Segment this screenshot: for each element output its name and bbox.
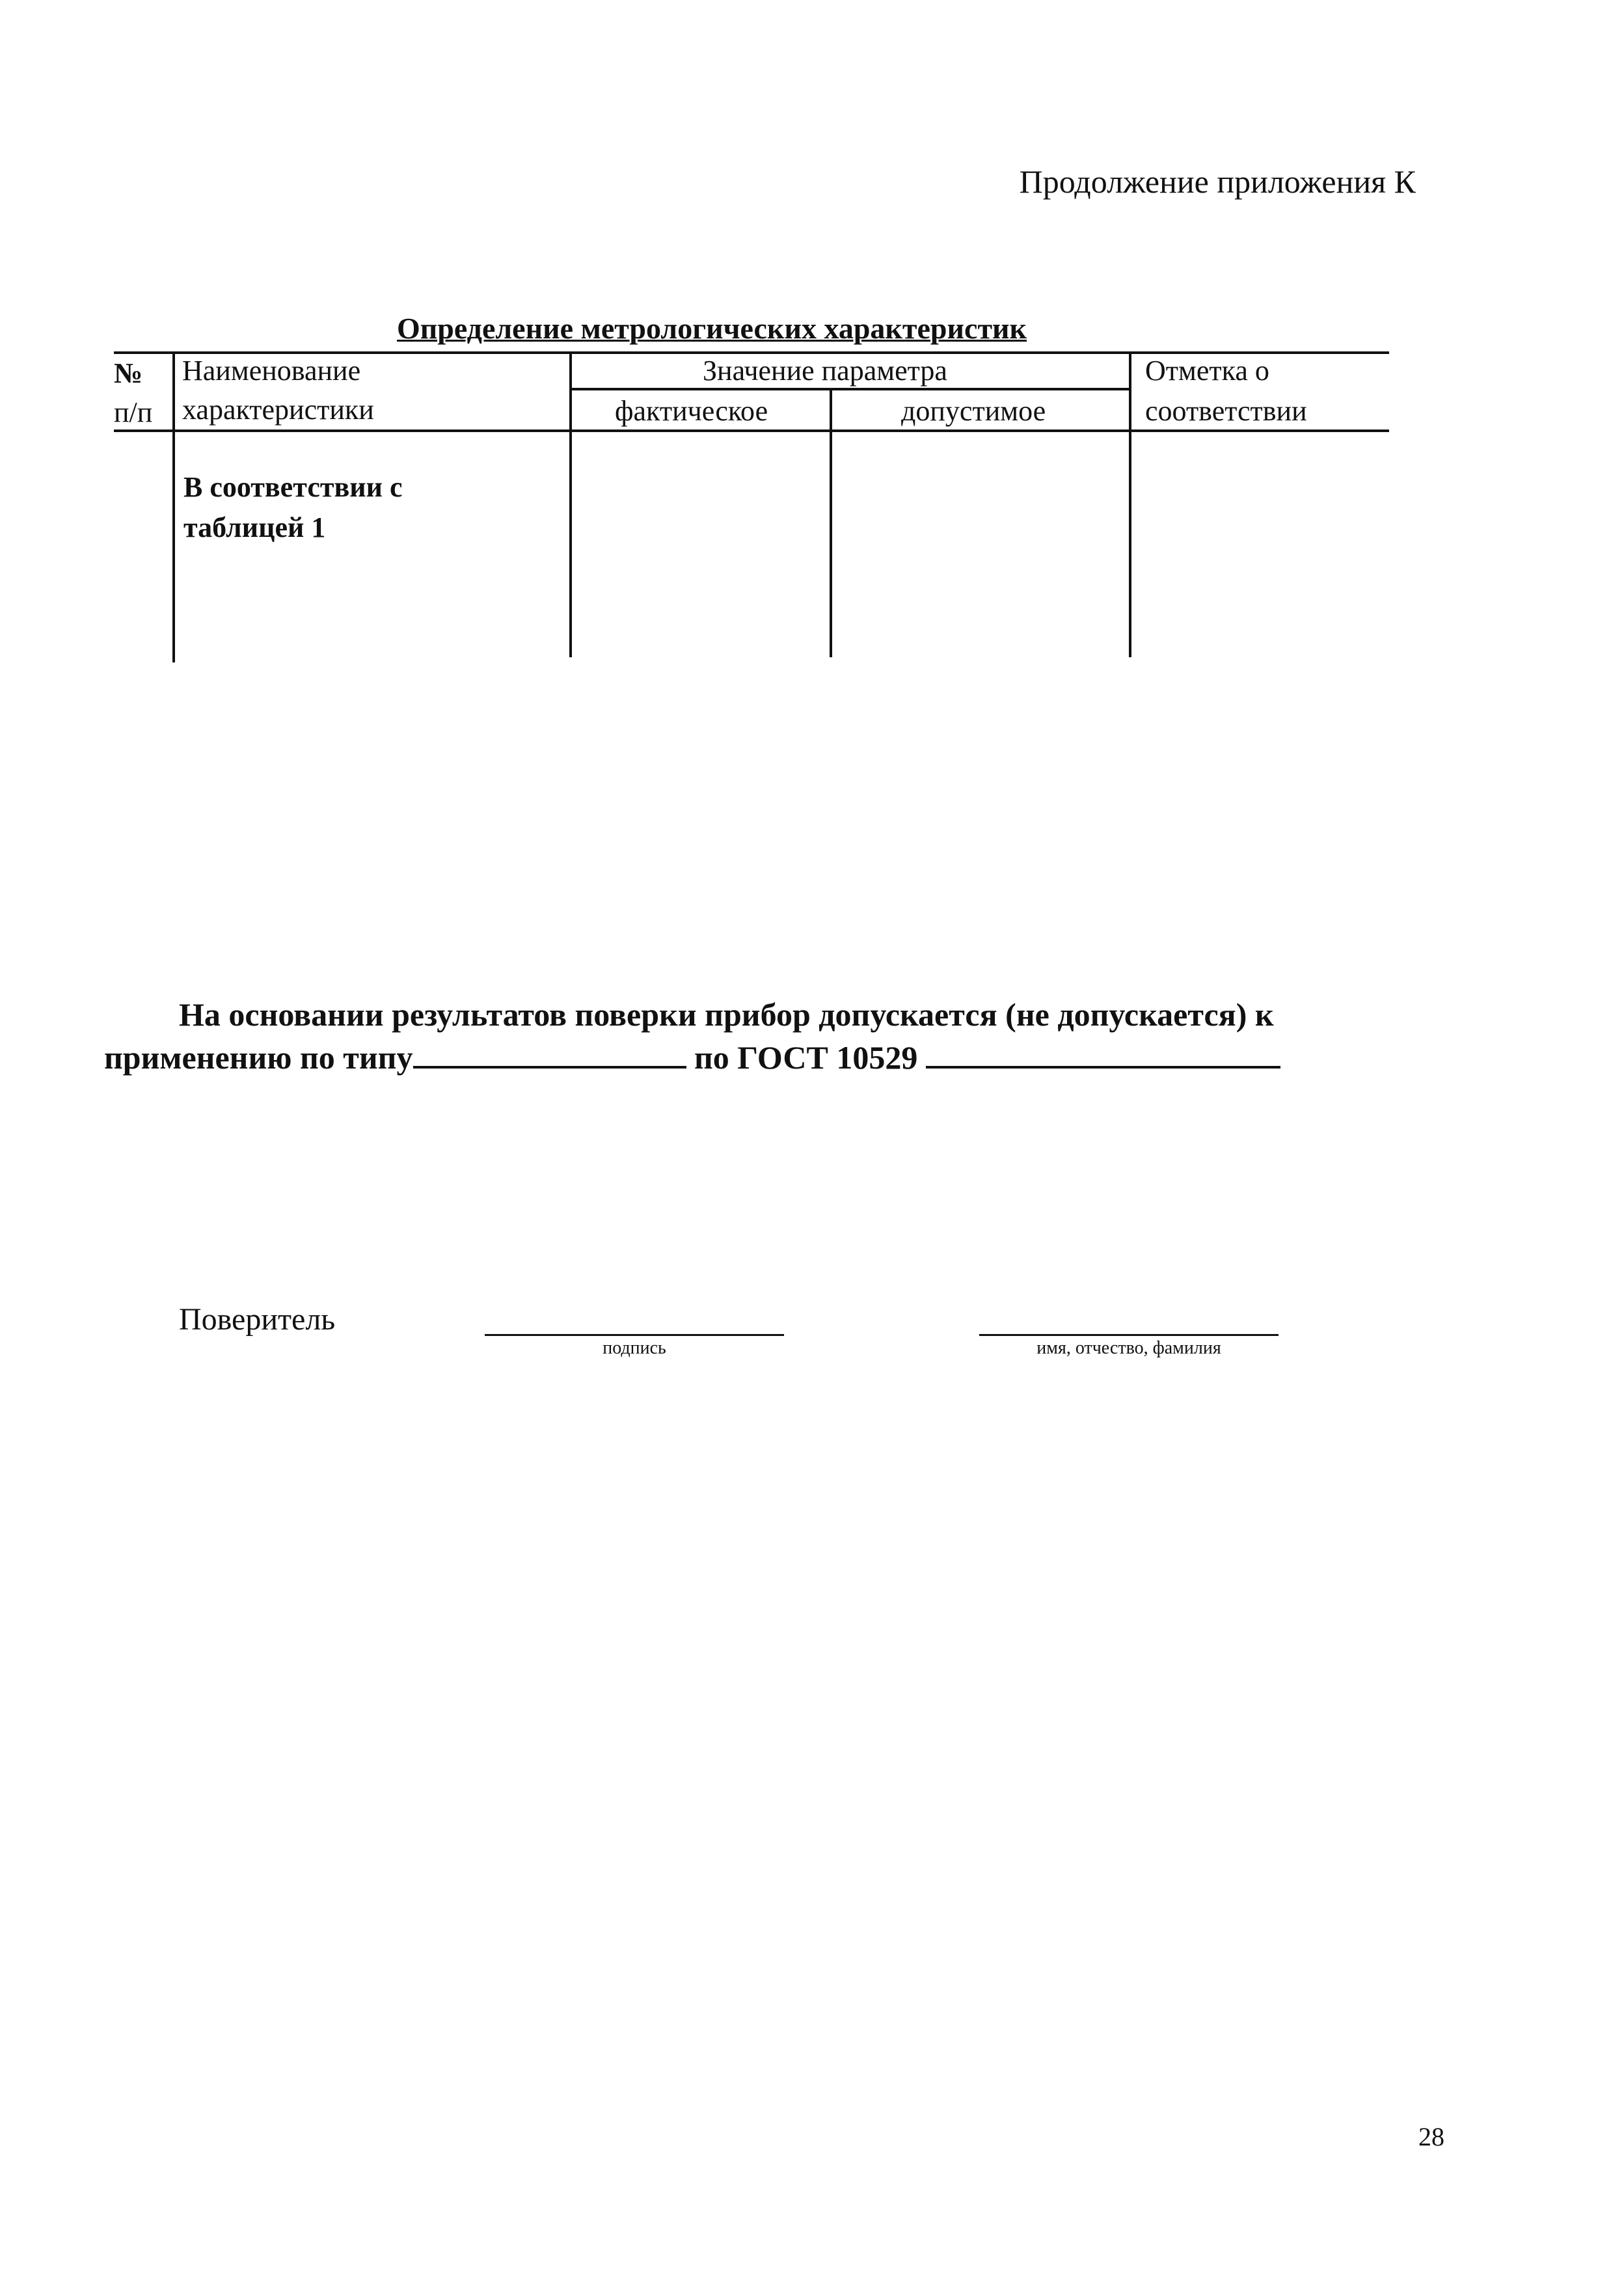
col-divider-name [569,351,572,657]
header-number-line2: п/п [114,396,153,428]
signature-line [485,1334,784,1336]
conclusion-line1: На основании результатов поверки прибор допускается (не допускается) к [179,996,1274,1033]
col-divider-actual [830,389,832,657]
header-name-line1: Наименование [182,355,361,387]
device-type-blank [413,1040,686,1069]
header-value-allowed: допустимое [901,395,1046,427]
gost-variant-blank [926,1040,1280,1069]
conclusion-gost-label: по ГОСТ 10529 [694,1039,918,1076]
table-top-rule [114,351,1389,354]
header-conformity-line1: Отметка о [1145,355,1269,387]
verifier-label: Поверитель [179,1302,336,1337]
header-number-line1: № [114,357,143,389]
row-1-characteristic-name: В соответствии с таблицей 1 [183,471,403,543]
conclusion-type-label: применению по типу [104,1039,413,1076]
full-name-line [979,1334,1279,1336]
header-bottom-rule [114,429,1389,432]
signature-caption: подпись [602,1338,666,1358]
header-value-group: Значение параметра [703,355,947,387]
col-divider-allowed [1129,351,1131,657]
table-title: Определение метрологических характеристик [397,312,1027,345]
value-subheader-rule [569,388,1129,390]
full-name-caption: имя, отчество, фамилия [1036,1338,1221,1358]
header-value-actual: фактическое [615,395,768,427]
col-divider-number [172,351,175,662]
page-number: 28 [1418,2122,1444,2151]
header-name-line2: характеристики [182,394,374,426]
appendix-continuation-note: Продолжение приложения К [1019,163,1416,200]
header-conformity-line2: соответствии [1145,395,1307,427]
conclusion-line2 [104,1039,1280,1076]
